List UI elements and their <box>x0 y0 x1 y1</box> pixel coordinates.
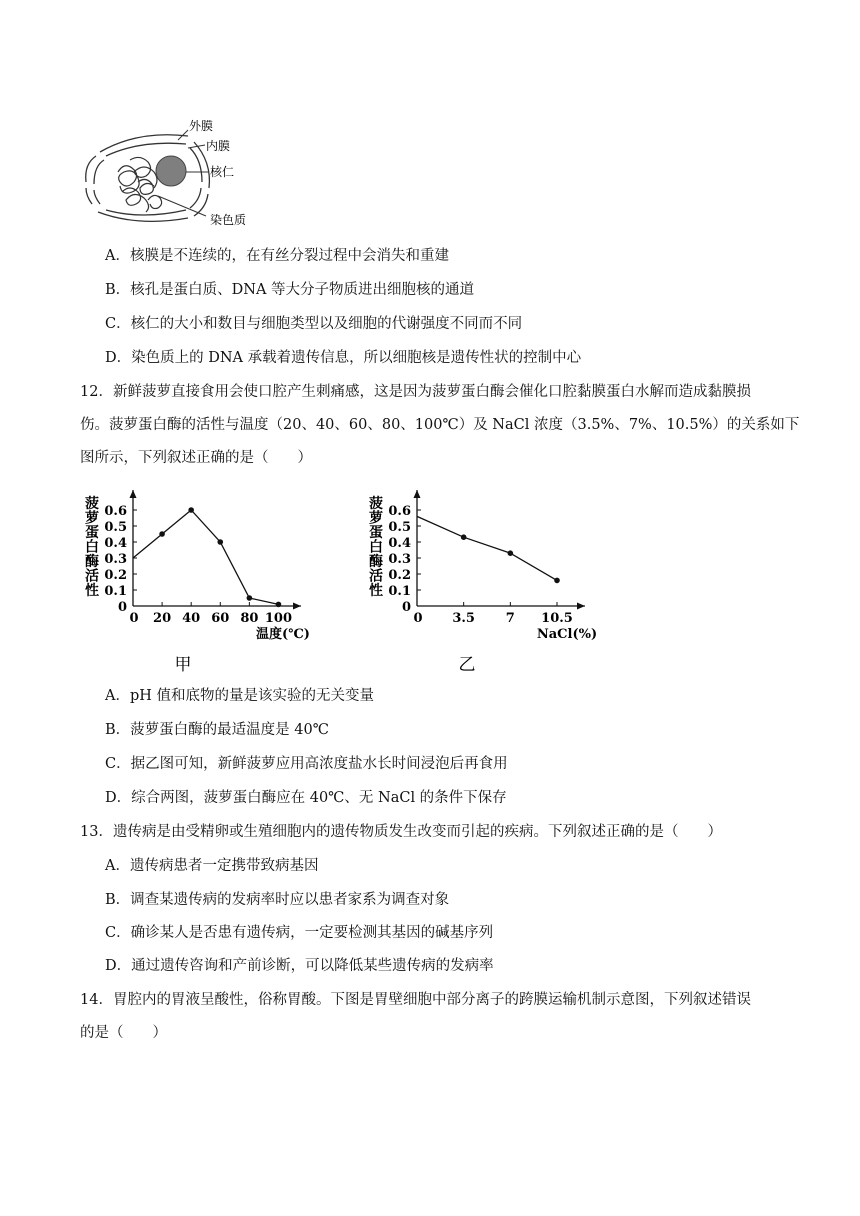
chart2-data-point <box>461 534 467 540</box>
chart2-y-label-char: 萝 <box>369 510 383 527</box>
chart1-data-point <box>247 595 253 601</box>
q14-stem-line-1: 14．胃腔内的胃液呈酸性，俗称胃酸。下图是胃壁细胞中部分离子的跨膜运输机制示意图，下列叙述错误 <box>80 992 751 1008</box>
chart-temperature <box>78 488 318 678</box>
chart1-y-label-char: 性 <box>85 583 99 599</box>
chart2-x-tick-label: 7 <box>505 611 515 626</box>
label-chromatin: 染色质 <box>210 213 247 227</box>
chart1-y-label-char: 活 <box>85 568 99 585</box>
chart2-panel-label: 乙 <box>458 655 476 675</box>
chart1-data-point <box>217 539 223 545</box>
q14-stem-line-2: 的是（ ） <box>80 1025 167 1041</box>
chart1-data-point <box>159 531 165 537</box>
chart2-y-axis-arrow <box>414 490 421 498</box>
chart1-y-tick-label: 0.1 <box>104 584 127 599</box>
q12-option-b: B．菠萝蛋白酶的最适温度是 40℃ <box>105 722 329 738</box>
q13-option-b: B．调查某遗传病的发病率时应以患者家系为调查对象 <box>105 892 450 908</box>
chart1-x-tick-label: 80 <box>240 611 259 626</box>
chart2-y-tick-label: 0.1 <box>388 584 411 599</box>
chart1-x-label: 温度(℃) <box>256 627 310 642</box>
q12-option-c: C．据乙图可知，新鲜菠萝应用高浓度盐水长时间浸泡后再食用 <box>105 756 508 772</box>
chart1-x-tick-label: 20 <box>153 611 172 626</box>
chart2-y-tick-label: 0 <box>401 600 411 615</box>
chart2-series-line <box>417 516 557 580</box>
q12-stem-line-3: 图所示，下列叙述正确的是（ ） <box>80 450 312 466</box>
chart2-y-label-char: 性 <box>369 583 383 599</box>
chart1-series-line <box>133 510 278 604</box>
chart-nacl <box>362 488 602 678</box>
q13-option-a: A．遗传病患者一定携带致病基因 <box>105 858 319 874</box>
chart1-y-tick-label: 0.5 <box>104 520 127 535</box>
chart2-y-label-char: 活 <box>369 568 383 585</box>
chart1-panel-label: 甲 <box>174 655 192 675</box>
chart2-y-tick-label: 0.4 <box>388 536 411 551</box>
chart2-y-label-char: 蛋 <box>369 525 383 541</box>
chart1-y-tick-label: 0.6 <box>104 504 127 519</box>
chart2-x-tick-label: 3.5 <box>452 611 475 626</box>
q13-stem: 13．遗传病是由受精卵或生殖细胞内的遗传物质发生改变而引起的疾病。下列叙述正确的是（ ） <box>80 824 722 840</box>
chart1-y-label-char: 酶 <box>85 554 99 570</box>
chart1-y-label-char: 萝 <box>85 510 99 527</box>
chart1-x-tick-label: 60 <box>211 611 230 626</box>
q11-option-c: C．核仁的大小和数目与细胞类型以及细胞的代谢强度不同而不同 <box>105 316 523 332</box>
q12-option-d: D．综合两图，菠萝蛋白酶应在 40℃、无 NaCl 的条件下保存 <box>105 790 507 806</box>
chart2-y-label-char: 白 <box>369 539 383 556</box>
chart1-y-axis-arrow <box>130 490 137 498</box>
label-outer-membrane: 外膜 <box>189 119 214 133</box>
chart2-x-axis-arrow <box>577 603 585 610</box>
chart2-y-label-char: 菠 <box>369 496 383 512</box>
chart2-y-label-char: 酶 <box>369 554 383 570</box>
chart1-data-point <box>276 602 282 608</box>
chart1-y-tick-label: 0.4 <box>104 536 127 551</box>
chart1-x-tick-label: 100 <box>264 611 293 626</box>
chart2-x-label: NaCl(%) <box>536 627 598 642</box>
label-nucleolus: 核仁 <box>210 165 235 179</box>
chart1-y-label-char: 白 <box>85 539 99 556</box>
q11-option-d: D．染色质上的 DNA 承载着遗传信息，所以细胞核是遗传性状的控制中心 <box>105 350 582 366</box>
chart1-y-tick-label: 0.3 <box>104 552 127 567</box>
q12-option-a: A．pH 值和底物的量是该实验的无关变量 <box>105 688 375 704</box>
chart2-y-tick-label: 0.2 <box>388 568 411 583</box>
nucleolus-shape <box>156 156 186 186</box>
chart2-x-tick-label: 10.5 <box>541 611 573 626</box>
q12-stem-line-1: 12．新鲜菠萝直接食用会使口腔产生刺痛感，这是因为菠萝蛋白酶会催化口腔黏膜蛋白水解而造成黏膜损 <box>80 384 751 400</box>
nucleus-diagram <box>78 112 278 232</box>
q11-option-a: A．核膜是不连续的，在有丝分裂过程中会消失和重建 <box>105 248 449 264</box>
chart2-data-point <box>554 578 560 584</box>
q12-stem-line-2: 伤。菠萝蛋白酶的活性与温度（20、40、60、80、100℃）及 NaCl 浓度（3.5%、7%、10.5%）的关系如下 <box>80 417 800 433</box>
chart1-x-axis-arrow <box>293 603 301 610</box>
label-inner-membrane: 内膜 <box>206 139 231 153</box>
chart2-y-tick-label: 0.6 <box>388 504 411 519</box>
q11-option-b: B．核孔是蛋白质、DNA 等大分子物质进出细胞核的通道 <box>105 282 475 298</box>
chart1-x-tick-label: 40 <box>182 611 201 626</box>
chart1-data-point <box>188 507 194 513</box>
chart1-y-label-char: 菠 <box>85 496 99 512</box>
q13-option-d: D．通过遗传咨询和产前诊断，可以降低某些遗传病的发病率 <box>105 958 494 974</box>
chart1-y-label-char: 蛋 <box>85 525 99 541</box>
chart2-y-tick-label: 0.3 <box>388 552 411 567</box>
chart2-data-point <box>508 550 514 556</box>
chart1-y-tick-label: 0.2 <box>104 568 127 583</box>
chart1-y-tick-label: 0 <box>117 600 127 615</box>
chart2-x-tick-label: 0 <box>413 611 423 626</box>
chart1-x-tick-label: 0 <box>129 611 139 626</box>
chart2-y-tick-label: 0.5 <box>388 520 411 535</box>
q13-option-c: C．确诊某人是否患有遗传病，一定要检测其基因的碱基序列 <box>105 925 494 941</box>
